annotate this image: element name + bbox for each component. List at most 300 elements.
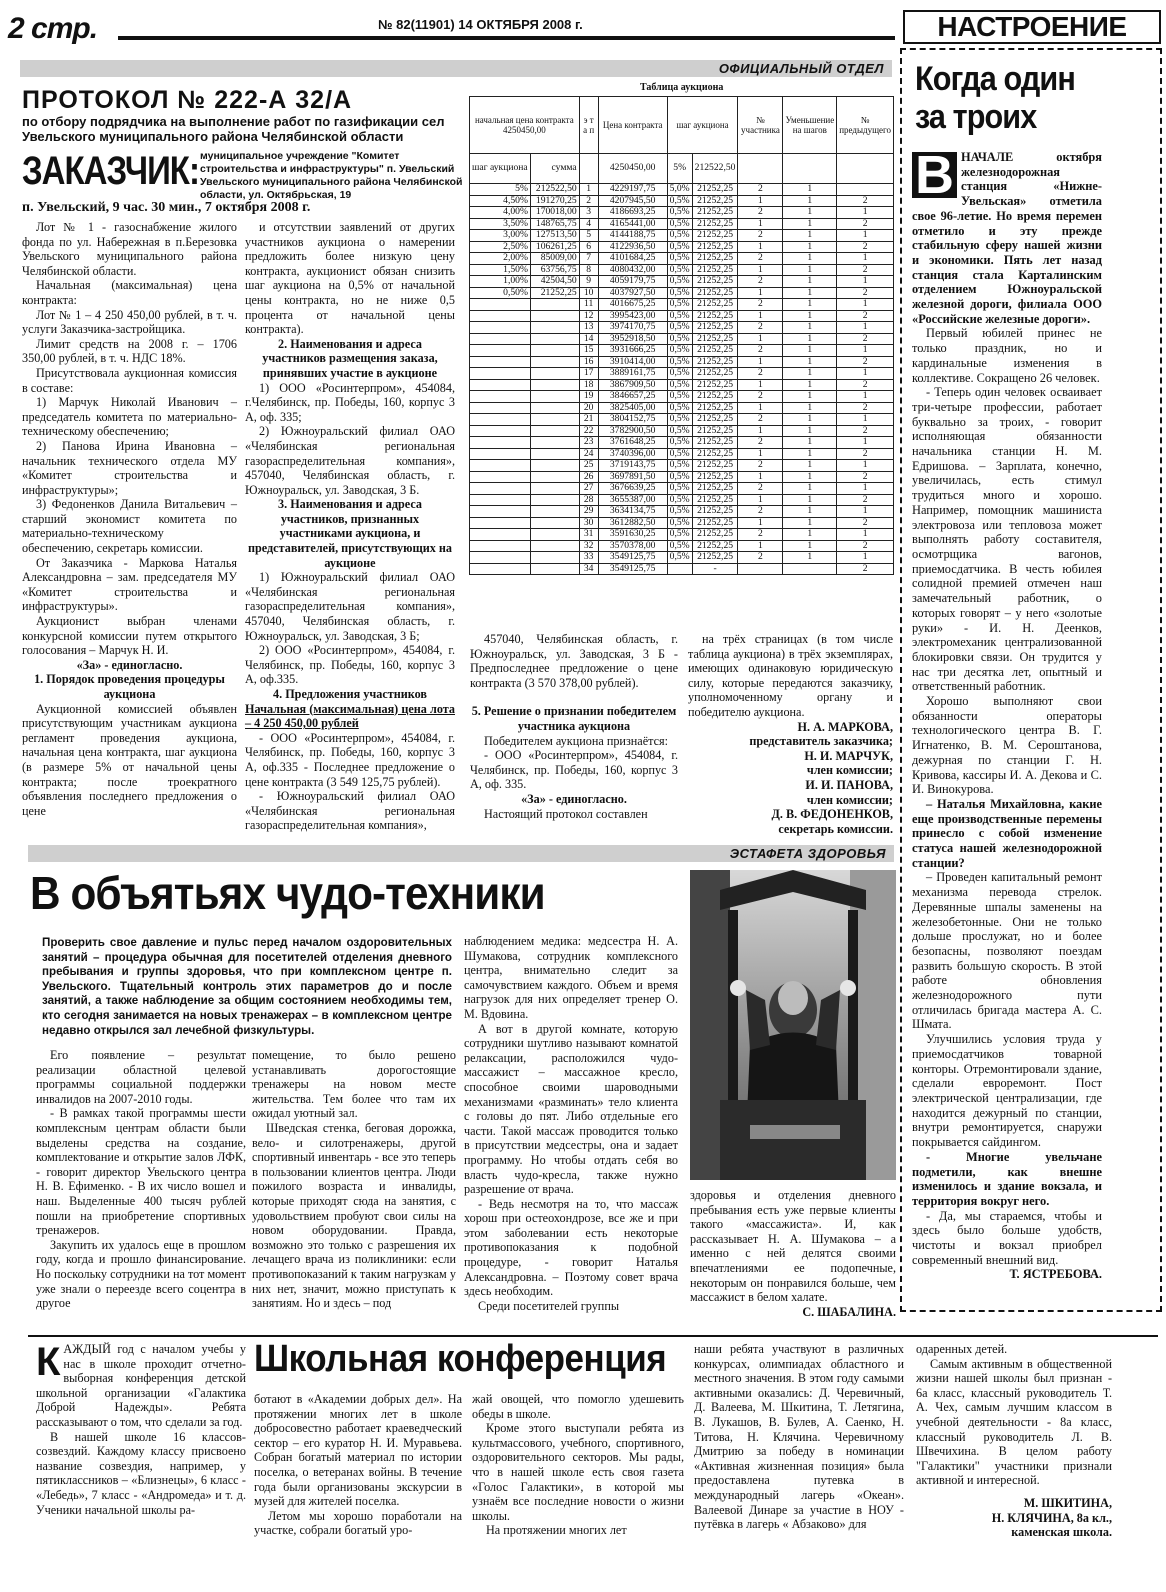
table-cell: 1 — [738, 540, 783, 552]
table-cell: 5 — [579, 230, 598, 242]
table-cell: 2 — [738, 345, 783, 357]
health-col3 — [464, 934, 678, 1313]
table-cell — [470, 494, 531, 506]
table-cell — [470, 437, 531, 449]
table-cell: 0,5% — [667, 264, 692, 276]
table-cell: 0,5% — [667, 552, 692, 564]
table-row — [470, 540, 894, 552]
table-cell: 1 — [783, 264, 837, 276]
table-cell: 2 — [738, 437, 783, 449]
table-cell: 1 — [837, 276, 894, 288]
table-cell: 0,5% — [667, 414, 692, 426]
table-cell: 21252,25 — [692, 494, 738, 506]
table-cell: 1 — [783, 207, 837, 219]
health-lead: Проверить свое давление и пульс перед началом оздоровительных занятий – процедура обычная для посетителей отделения дневного пребывания и группы здоровья, что при комплексном центре п. Увельского. Тщательный контроль этих параметров до и после занятий, а также наблюдение за общим состоянием необходимы тем, кто сегодня занимается на новых тренажерах – в комплексном центре недавно открылся зал лечебной физкультуры. — [42, 936, 452, 1037]
rubric-label: ЭСТАФЕТА ЗДОРОВЬЯ — [729, 846, 886, 861]
table-cell — [470, 356, 531, 368]
paragraph: Шведская стенка, беговая дорожка, вело- и силотренажеры, другой спортивный инвентарь - все это теперь в пользовании клиентов центра. Люди пожилого возраста и инвалиды, которые приходят сюда на занятия, с удовольствием пробуют свои силы на новом оборудовании. Правда, возможно это только с разрешения их лечащего врача из поликлиники: если противопоказаний к таким нагрузкам у них нет, значит, можно приступать к занятиям. Но и здесь – под — [252, 1120, 456, 1311]
table-cell: 1 — [738, 333, 783, 345]
paragraph: Первый юбилей принес не только праздник, но и кардинальные изменения в коллективе. Сокращено 26 человек. — [912, 326, 1102, 385]
table-cell: 2 — [738, 322, 783, 334]
table-cell: 1 — [783, 322, 837, 334]
table-cell: 0,5% — [667, 460, 692, 472]
table-cell — [470, 333, 531, 345]
table-cell: 4016675,25 — [598, 299, 667, 311]
table-cell: 21252,25 — [692, 425, 738, 437]
table-cell: 2 — [738, 414, 783, 426]
paragraph: Хорошо выполняют свои обязанности операторы технологического центра В. Г. Игнатенко, В. М. Сероштанова, дежурная по станции Г. Н. Кривова, кассиры И. А. Декова и С. И. Винокурова. — [912, 694, 1102, 797]
table-cell — [837, 154, 894, 184]
table-cell: 21252,25 — [692, 437, 738, 449]
table-cell: 0,5% — [667, 437, 692, 449]
paragraph: Летом мы хорошо поработали на участке, собрали богатый уро- — [254, 1508, 462, 1538]
table-cell: 1 — [837, 230, 894, 242]
table-cell: 106261,25 — [530, 241, 579, 253]
th-participants: № участника — [738, 97, 783, 154]
table-cell — [530, 356, 579, 368]
table-cell — [530, 368, 579, 380]
th-stage: э т а п — [579, 97, 598, 154]
table-cell: 212522,50 — [692, 154, 738, 184]
table-cell: 1 — [783, 218, 837, 230]
signature: член комиссии; — [806, 763, 893, 778]
paragraph: - ООО «Росинтерпром», 454084, г. Челябинск, пр. Победы, 160, корпус 3 А, оф. 335. — [470, 748, 678, 792]
paragraph: и отсутствии заявлений от других участников аукциона о намерении предложить более низкую цену контракта, аукционист обязан снизить шаг аукциона на 0,5% от начальной цены контракта, но не ниже 0,5 процента от начальной цены контракта). — [245, 220, 455, 337]
table-cell: 1 — [837, 368, 894, 380]
table-cell: 0,5% — [667, 402, 692, 414]
table-cell: 21252,25 — [692, 276, 738, 288]
table-cell: 21252,25 — [692, 529, 738, 541]
table-cell — [579, 154, 598, 184]
table-cell — [470, 402, 531, 414]
table-cell: 21252,25 — [692, 195, 738, 207]
table-cell: 1 — [738, 425, 783, 437]
table-cell: 0,5% — [667, 345, 692, 357]
gym-photo — [690, 870, 896, 1180]
dropcap: В — [912, 152, 957, 198]
table-cell: 2 — [738, 276, 783, 288]
paragraph: 2) ООО «Росинтерпром», 454084, г. Челябинск, пр. Победы, 160, корпус 3 А, оф.335. — [245, 643, 455, 687]
paragraph: – Проведен капитальный ремонт механизма перевода стрелок. Деревянные шпалы заменены на железобетонные. Они не только дольше прослужат, но и более безопасны, позволяют поездам развить большую скорость. В этой работе обновления железнодорожного пути отличилась бригада мастера А. С. Шмата. — [912, 870, 1102, 1032]
table-cell — [837, 184, 894, 196]
table-cell: 1 — [783, 517, 837, 529]
paragraph: Лимит средств на 2008 г. – 1706 350,00 рублей, в т. ч. НДС 18%. — [22, 336, 237, 366]
section-heading: 1. Порядок проведения процедуры аукциона — [34, 672, 225, 701]
paragraph: помещение, то было решено устанавливать дорогостоящие тренажеры на новом месте жительства. Тем более что там их ожидал уютный зал. — [252, 1048, 456, 1121]
table-cell — [530, 345, 579, 357]
auction-table-wrap — [469, 96, 894, 575]
table-cell: 4165441,00 — [598, 218, 667, 230]
table-cell: 4059179,75 — [598, 276, 667, 288]
table-cell: 30 — [579, 517, 598, 529]
table-row — [470, 506, 894, 518]
table-cell: 3676639,25 — [598, 483, 667, 495]
table-cell: 1 — [837, 391, 894, 403]
table-cell — [470, 425, 531, 437]
paragraph: здоровья и отделения дневного пребывания есть уже первые клиенты такого «массажиста». И, как рассказывает Н. А. Шумакова – а именно с ней делятся своими впечатлениями ее подопечные, некоторым он понравился больше, чем массажист в белом халате. — [690, 1188, 896, 1305]
table-cell: 5% — [470, 184, 531, 196]
table-cell: 0,5% — [667, 333, 692, 345]
table-cell: 1 — [837, 322, 894, 334]
paragraph: 457040, Челябинская область, г. Южноуральск, ул. Заводская, 3 Б - Предпоследнее предложение о цене контракта (3 570 378,00 рублей). — [470, 632, 678, 690]
table-cell: 2 — [738, 529, 783, 541]
gym-photo-image — [690, 870, 896, 1180]
table-cell — [530, 310, 579, 322]
protocol-subtitle: по отбору подрядчика на выполнение работ по газификации сел Увельского муниципального района Челябинской области — [22, 114, 445, 144]
table-cell: 21252,25 — [692, 402, 738, 414]
table-cell: 1 — [837, 506, 894, 518]
table-cell — [470, 552, 531, 564]
table-cell — [470, 517, 531, 529]
table-cell: 34 — [579, 563, 598, 575]
table-cell — [530, 391, 579, 403]
table-cell: 1 — [783, 368, 837, 380]
table-cell: 0,5% — [667, 299, 692, 311]
paragraph: ботают в «Академии добрых дел». На протяжении многих лет в школе добросовестно работает краеведческий сектор – его куратор Н. И. Муравьева. Собран богатый материал по истории поселка, о ветеранах войны. В течение года были организованы экскурсии в музей для жителей поселка. — [254, 1392, 462, 1509]
table-cell — [530, 494, 579, 506]
table-cell: 21252,25 — [692, 471, 738, 483]
table-cell: 1 — [738, 471, 783, 483]
table-cell: 0,5% — [667, 517, 692, 529]
table-cell: 0,5% — [667, 276, 692, 288]
table-cell: 3719143,75 — [598, 460, 667, 472]
table-cell: 0,5% — [667, 287, 692, 299]
table-row — [470, 448, 894, 460]
paragraph: 1) Марчук Николай Иванович – председатель комитета по материально-техническому обеспечению; — [22, 395, 237, 439]
table-cell: 5% — [667, 154, 692, 184]
table-row — [470, 368, 894, 380]
author: каменская школа. — [1011, 1525, 1112, 1540]
table-cell: 33 — [579, 552, 598, 564]
table-row — [470, 471, 894, 483]
school-lead-text: АЖДЫЙ год с началом учебы у нас в школе проходит отчетно-выборная конференция детской школьной организации «Галактика Доброй Надежды». Ребята рассказывают о том, что сделали за год. — [36, 1342, 246, 1429]
table-cell: 19 — [579, 391, 598, 403]
table-cell — [470, 379, 531, 391]
table-cell: 21252,25 — [692, 448, 738, 460]
table-cell — [530, 517, 579, 529]
table-cell: 2 — [837, 494, 894, 506]
table-cell: 1 — [783, 402, 837, 414]
table-cell: 1,50% — [470, 264, 531, 276]
auction-table-body — [470, 154, 894, 575]
paragraph: 3) Федоненков Данила Витальевич – старший экономист комитета по материально-техническому обеспечению, секретарь комиссии. — [22, 497, 237, 556]
table-cell: 3,50% — [470, 218, 531, 230]
school-lead-paragraph — [36, 1342, 246, 1430]
table-cell: 21252,25 — [692, 299, 738, 311]
customer-text: муниципальное учреждение "Комитет строительства и инфраструктуры" п. Увельский Увельского муниципального района Челябинской области, ул. Октябрьская, 19 — [200, 150, 463, 201]
table-cell: 1 — [738, 264, 783, 276]
table-cell: 6 — [579, 241, 598, 253]
table-cell: 4207945,50 — [598, 195, 667, 207]
table-cell — [470, 310, 531, 322]
table-cell: 2 — [738, 230, 783, 242]
table-cell — [470, 322, 531, 334]
table-cell: 8 — [579, 264, 598, 276]
table-cell: 3 — [579, 207, 598, 219]
th-start-price: начальная цена контракта 4250450,00 — [470, 97, 580, 154]
table-cell — [470, 414, 531, 426]
table-cell: 1 — [738, 241, 783, 253]
page-number: 2 стр. — [8, 12, 98, 45]
table-row — [470, 379, 894, 391]
vote: «За» - единогласно. — [521, 791, 627, 806]
rubric-health — [28, 845, 894, 862]
table-cell: 1 — [738, 287, 783, 299]
table-cell: 1 — [783, 276, 837, 288]
table-cell: 1 — [783, 345, 837, 357]
table-cell: 3,00% — [470, 230, 531, 242]
table-cell — [530, 552, 579, 564]
table-cell: 1 — [837, 253, 894, 265]
table-cell — [530, 540, 579, 552]
table-cell: 21252,25 — [692, 207, 738, 219]
table-cell: 4186693,25 — [598, 207, 667, 219]
paragraph: Аукционной комиссией объявлен присутствующим участникам аукциона регламент проведения аукциона, начальная цена контракта, шаг аукциона (в размере 5% от начальной цены контракта; после троекратного объявления последнего предложения о цене — [22, 701, 237, 818]
paragraph: - ООО «Росинтерпром», 454084, г. Челябинск, пр. Победы, 160, корпус 3 А, оф.335 - Последнее предложение о цене контракта (3 549 125,75 рублей). — [245, 730, 455, 789]
table-row — [470, 483, 894, 495]
table-cell: 1 — [738, 379, 783, 391]
table-cell: 212522,50 — [530, 184, 579, 196]
table-cell: 2 — [738, 506, 783, 518]
paragraph: Настоящий протокол составлен — [484, 806, 648, 821]
th-decrease: Уменьшение на шагов — [783, 97, 837, 154]
table-row — [470, 517, 894, 529]
paragraph: одаренных детей. — [916, 1342, 1008, 1356]
table-row — [470, 402, 894, 414]
table-cell: 0,5% — [667, 310, 692, 322]
table-cell: 170018,00 — [530, 207, 579, 219]
table-cell — [530, 322, 579, 334]
table-cell: 4,50% — [470, 195, 531, 207]
health-title: В объятьях чудо-техники — [30, 867, 545, 919]
table-cell: 3612882,50 — [598, 517, 667, 529]
table-cell — [470, 299, 531, 311]
table-cell: 2 — [738, 483, 783, 495]
table-cell: 0,5% — [667, 529, 692, 541]
table-cell: 1 — [783, 391, 837, 403]
table-cell: 2 — [837, 356, 894, 368]
paragraph: Лот № 1 – 4 250 450,00 рублей, в т. ч. услуги Заказчика-застройщика. — [22, 307, 237, 337]
table-cell: 2 — [738, 391, 783, 403]
table-cell: 3740396,00 — [598, 448, 667, 460]
table-cell: 0,5% — [667, 391, 692, 403]
table-row — [470, 460, 894, 472]
table-cell: 1 — [783, 333, 837, 345]
table-cell: 1,00% — [470, 276, 531, 288]
table-cell: 1 — [783, 460, 837, 472]
table-cell: 1 — [738, 310, 783, 322]
author: Т. ЯСТРЕБОВА. — [1009, 1267, 1102, 1282]
table-cell: 148765,75 — [530, 218, 579, 230]
table-row — [470, 310, 894, 322]
table-row — [470, 184, 894, 196]
paragraph: Закупить их удалось еще в прошлом году, когда и прошло финансирование. Но поскольку сотрудники на тот момент уже знали о переезде всего соцентра в другое — [36, 1237, 246, 1311]
school-lead — [36, 1342, 246, 1517]
table-cell: 2 — [837, 333, 894, 345]
paragraph: Лот № 1 - газоснабжение жилого фонда по ул. Набережная в п.Березовка Увельского муниципального района Челябинской области. — [22, 220, 237, 278]
table-cell: 21252,25 — [692, 264, 738, 276]
table-cell: 3761648,25 — [598, 437, 667, 449]
table-cell — [470, 540, 531, 552]
paragraph: наши ребята участвуют в различных конкурсах, олимпиадах областного и местного значения. В этом году самыми активными оказались: Д. Черевичный, Д. Валеева, М. Шкитина, Т. Летягина, В. Лукашов, В. Булев, А. Саенко, Н. Титова, Н. Клячина. Черевичному Дмитрию за победу в номинации «Активная жизненная позиция» была предоставлена путевка в международный лагерь «Океан». Валеевой Динаре за участие в НОУ - путёвка в лагерь « Абзаково» для — [694, 1342, 904, 1532]
table-cell: 85009,00 — [530, 253, 579, 265]
table-row — [470, 253, 894, 265]
table-cell — [530, 563, 579, 575]
table-cell — [530, 402, 579, 414]
school-title: Школьная конференция — [254, 1338, 667, 1380]
table-cell — [783, 154, 837, 184]
table-cell: 11 — [579, 299, 598, 311]
table-cell: 1 — [738, 517, 783, 529]
table-row — [470, 552, 894, 564]
table-cell: 3804152,75 — [598, 414, 667, 426]
table-cell: 2 — [837, 379, 894, 391]
table-cell: 7 — [579, 253, 598, 265]
table-row — [470, 356, 894, 368]
section-heading: Начальная (максимальная) цена лота – 4 250 450,00 рублей — [245, 701, 455, 731]
table-cell: 0,5% — [667, 322, 692, 334]
paragraph: 2) Южноуральский филиал ОАО «Челябинская региональная газораспределительная компания», 457040, Челябинская область, г. Южноуральск, ул. Заводская, 3 Б. — [245, 424, 455, 497]
table-cell: 3655387,00 — [598, 494, 667, 506]
table-cell: 21252,25 — [692, 310, 738, 322]
table-cell: 1 — [783, 379, 837, 391]
health-col2 — [252, 1048, 456, 1311]
table-cell — [530, 379, 579, 391]
table-cell: 0,5% — [667, 195, 692, 207]
table-cell: 1 — [783, 552, 837, 564]
table-cell: 1 — [837, 207, 894, 219]
table-cell — [530, 471, 579, 483]
table-cell: 1 — [837, 529, 894, 541]
mood-article — [912, 145, 1102, 1282]
table-cell: 1 — [738, 218, 783, 230]
table-cell: 4080432,00 — [598, 264, 667, 276]
table-cell: 1 — [783, 299, 837, 311]
table-cell: 2 — [738, 552, 783, 564]
table-cell: 4229197,75 — [598, 184, 667, 196]
table-cell: 1 — [783, 195, 837, 207]
mood-title: Когда один за троих — [915, 60, 1075, 136]
table-cell: 4250450,00 — [598, 154, 667, 184]
table-cell: 1 — [837, 299, 894, 311]
table-cell: 2 — [837, 448, 894, 460]
school-col3 — [472, 1392, 684, 1538]
paragraph: Самым активным в общественной жизни нашей школы был признан - 6а класс, классный руководитель Т. А. Чех, самым лучшим классом в учебной деятельности - 8а класс, классный руководитель Л. В. Швечихина. В целом работу "Галактики" участники признали активной и интересной. — [916, 1356, 1112, 1488]
table-cell: 1 — [837, 483, 894, 495]
table-cell — [738, 563, 783, 575]
table-cell: 1 — [738, 356, 783, 368]
table-cell: 3634134,75 — [598, 506, 667, 518]
table-cell: 0,5% — [667, 368, 692, 380]
table-cell: 1 — [738, 195, 783, 207]
table-cell: 2 — [837, 241, 894, 253]
table-cell: 14 — [579, 333, 598, 345]
table-cell: 0,50% — [470, 287, 531, 299]
paragraph: на трёх страницах (в том числе таблица аукциона) в трёх экземплярах, имеющих одинаковую юридическую силу, которые передаются заказчику, уполномоченному органу и победителю аукциона. — [688, 632, 893, 719]
table-cell: 21252,25 — [692, 379, 738, 391]
auction-table — [469, 96, 894, 575]
table-cell: 21252,25 — [692, 414, 738, 426]
vote: «За» - единогласно. — [76, 657, 183, 672]
table-cell: 21252,25 — [692, 230, 738, 242]
table-cell: 1 — [783, 310, 837, 322]
table-cell: 2 — [837, 287, 894, 299]
paragraph: Улучшились условия труда у приемосдатчиков товарной конторы. Отремонтировали здание, сделали евроремонт. Пост электрической централизации, где находится дежурный по станции, внутри ремонтируется, снаружи покрывается сайдингом. — [912, 1032, 1102, 1150]
table-cell: 21252,25 — [692, 253, 738, 265]
official-col4 — [688, 632, 893, 836]
table-cell: 3570378,00 — [598, 540, 667, 552]
table-cell: 3995423,00 — [598, 310, 667, 322]
table-row — [470, 563, 894, 575]
author: С. ШАБАЛИНА. — [802, 1304, 896, 1319]
table-cell: 10 — [579, 287, 598, 299]
table-row — [470, 207, 894, 219]
table-cell: 2 — [738, 368, 783, 380]
issue-date: № 82(11901) 14 ОКТЯБРЯ 2008 г. — [378, 17, 583, 32]
table-cell: 1 — [783, 356, 837, 368]
signature: представитель заказчика; — [749, 734, 893, 749]
table-cell: 32 — [579, 540, 598, 552]
table-cell: 0,5% — [667, 241, 692, 253]
table-row — [470, 391, 894, 403]
table-cell: 21252,25 — [692, 391, 738, 403]
table-cell: 21252,25 — [692, 552, 738, 564]
table-cell: 3889161,75 — [598, 368, 667, 380]
official-col2 — [245, 220, 455, 833]
table-cell: 21252,25 — [692, 287, 738, 299]
signature: Н. А. МАРКОВА, — [797, 719, 893, 734]
table-cell: 1 — [783, 425, 837, 437]
table-row — [470, 437, 894, 449]
paragraph: - Южноуральский филиал ОАО «Челябинская региональная газораспределительная компания», — [245, 789, 455, 833]
table-cell: 2 — [837, 402, 894, 414]
paragraph: В нашей школе 16 классов-созвездий. Каждому классу присвоено название созвездия, например, у пятиклассников – «Близнецы», 6 класс - «Лебедь», 7 класс - «Андромеда» и т. д. Ученики начальной школы ра- — [36, 1429, 246, 1517]
signature: И. И. ПАНОВА, — [805, 777, 893, 792]
table-cell: 24 — [579, 448, 598, 460]
table-cell: 12 — [579, 310, 598, 322]
paragraph: Среди посетителей группы — [478, 1298, 620, 1313]
question: - Многие увельчане подметили, как внешне изменилось и здание вокзала, и территория вокруг него. — [912, 1149, 1102, 1208]
table-cell — [530, 506, 579, 518]
school-col5 — [916, 1342, 1112, 1540]
table-cell: 21252,25 — [692, 506, 738, 518]
th-price: Цена контракта — [598, 97, 667, 154]
table-cell: 21252,25 — [692, 345, 738, 357]
table-cell — [470, 483, 531, 495]
table-cell: 1 — [783, 506, 837, 518]
paragraph: Присутствовала аукционная комиссия в составе: — [22, 365, 237, 395]
section-heading: 2. Наименования и адреса участников размещения заказа, принявших участие в аукционе — [262, 336, 438, 380]
table-cell: 15 — [579, 345, 598, 357]
table-cell: 0,5% — [667, 356, 692, 368]
table-cell: 18 — [579, 379, 598, 391]
table-row — [470, 195, 894, 207]
table-cell: 1 — [783, 287, 837, 299]
table-cell: 4 — [579, 218, 598, 230]
table-cell: 3549125,75 — [598, 552, 667, 564]
table-cell: 2 — [837, 517, 894, 529]
table-cell — [470, 368, 531, 380]
table-cell: 4037927,50 — [598, 287, 667, 299]
table-cell — [530, 483, 579, 495]
table-cell: 2 — [738, 253, 783, 265]
table-cell — [470, 345, 531, 357]
table-cell: 3846657,25 — [598, 391, 667, 403]
table-cell: 1 — [579, 184, 598, 196]
table-cell: 2,00% — [470, 253, 531, 265]
section-title: НАСТРОЕНИЕ — [903, 10, 1161, 44]
table-cell: 1 — [837, 414, 894, 426]
